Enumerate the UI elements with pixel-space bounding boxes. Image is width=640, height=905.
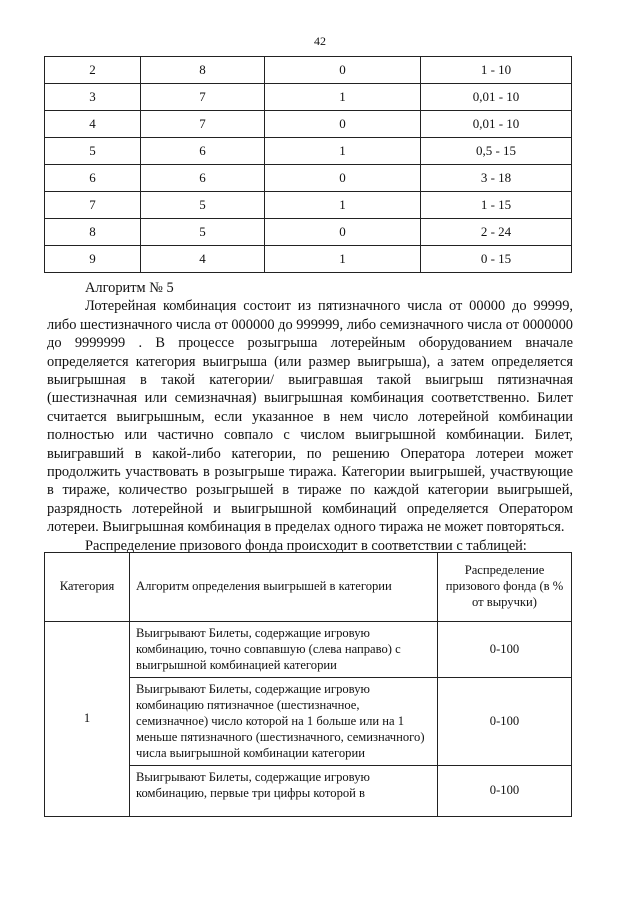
algorithm-cell: Выигрывают Билеты, содержащие игровую комбинацию, точно совпавшую (слева направо) с выигрышной комбинацией категории (130, 622, 438, 678)
table-cell: 1 (265, 138, 421, 165)
table-cell: 8 (45, 219, 141, 246)
category-value: 1 (45, 622, 130, 817)
table-cell: 0 (265, 57, 421, 84)
table-row (45, 84, 572, 111)
distribution-cell: 0-100 (438, 622, 572, 678)
table-cell: 8 (141, 57, 265, 84)
table-cell: 2 - 24 (421, 219, 572, 246)
table-cell: 3 (45, 84, 141, 111)
table-cell: 1 - 10 (421, 57, 572, 84)
table-cell: 7 (141, 111, 265, 138)
distribution-intro: Распределение призового фонда происходит в соответствии с таблицей: (85, 537, 527, 554)
algorithm-heading: Алгоритм № 5 (85, 280, 174, 296)
table-cell: 1 (265, 246, 421, 273)
table-cell: 7 (45, 192, 141, 219)
column-header-category: Категория (45, 553, 130, 622)
table-cell: 7 (141, 84, 265, 111)
table-cell: 4 (45, 111, 141, 138)
table-row (45, 165, 572, 192)
table-cell: 9 (45, 246, 141, 273)
table-row (45, 246, 572, 273)
table-cell: 0 (265, 111, 421, 138)
prize-distribution-table (44, 552, 572, 817)
table-row (45, 138, 572, 165)
results-table (44, 56, 572, 273)
table-cell: 6 (141, 165, 265, 192)
algorithm-cell: Выигрывают Билеты, содержащие игровую комбинацию пятизначное (шестизначное, семизначное) число которой на 1 больше или на 1 меньше пятизначного (шестизначного, семизначного) числа выигрышной комбинации категории (130, 678, 438, 766)
algorithm-cell: Выигрывают Билеты, содержащие игровую комбинацию, первые три цифры которой в (130, 766, 438, 817)
column-header-algorithm: Алгоритм определения выигрышей в категории (130, 553, 438, 622)
table-header-row (45, 553, 572, 622)
table-row (45, 57, 572, 84)
table-cell: 6 (45, 165, 141, 192)
table-row (45, 219, 572, 246)
table-cell: 4 (141, 246, 265, 273)
table-cell: 0,5 - 15 (421, 138, 572, 165)
distribution-cell: 0-100 (438, 766, 572, 817)
table-row (45, 192, 572, 219)
table-cell: 0 (265, 165, 421, 192)
table-cell: 2 (45, 57, 141, 84)
table-cell: 0 (265, 219, 421, 246)
table-cell: 5 (45, 138, 141, 165)
column-header-distribution: Распределение призового фонда (в % от выручки) (438, 553, 572, 622)
table-row (45, 111, 572, 138)
table-cell: 6 (141, 138, 265, 165)
table-cell: 0,01 - 10 (421, 111, 572, 138)
table-cell: 3 - 18 (421, 165, 572, 192)
table-cell: 0 - 15 (421, 246, 572, 273)
table-row (45, 622, 572, 678)
table-cell: 5 (141, 219, 265, 246)
table-cell: 0,01 - 10 (421, 84, 572, 111)
body-text (47, 279, 573, 555)
algorithm-description: Лотерейная комбинация состоит из пятизначного числа от 00000 до 99999, либо шестизначного числа от 000000 до 999999, либо семизначного числа от 0000000 до 9999999 . В процессе розыгрыша лотерейным оборудованием вначале определяется категория выигрыша (или размер выигрыша), а затем определяется выигрышная в такой категории/ выигравшая такой выигрыш пятизначная (шестизначная или семизначная) выигрышная комбинация соответственно. Билет считается выигрышным, если указанное в нем число лотерейной комбинации полностью или частично совпало с числом выигрышной комбинации. Билет, выигравший в какой-либо категории, по решению Оператора лотереи может продолжить участвовать в розыгрыше тиража. Категории выигрышей, участвующие в тираже, количество розыгрышей в тираже по каждой категории выигрышей, разрядность лотерейной и выигрышной комбинаций определяется Оператором лотереи. Выигрышная комбинация в пределах одного тиража не может повторяться. (47, 298, 573, 536)
table-cell: 1 (265, 192, 421, 219)
table-cell: 1 (265, 84, 421, 111)
table-cell: 1 - 15 (421, 192, 572, 219)
page-number: 42 (314, 34, 326, 48)
table-cell: 5 (141, 192, 265, 219)
distribution-cell: 0-100 (438, 678, 572, 766)
